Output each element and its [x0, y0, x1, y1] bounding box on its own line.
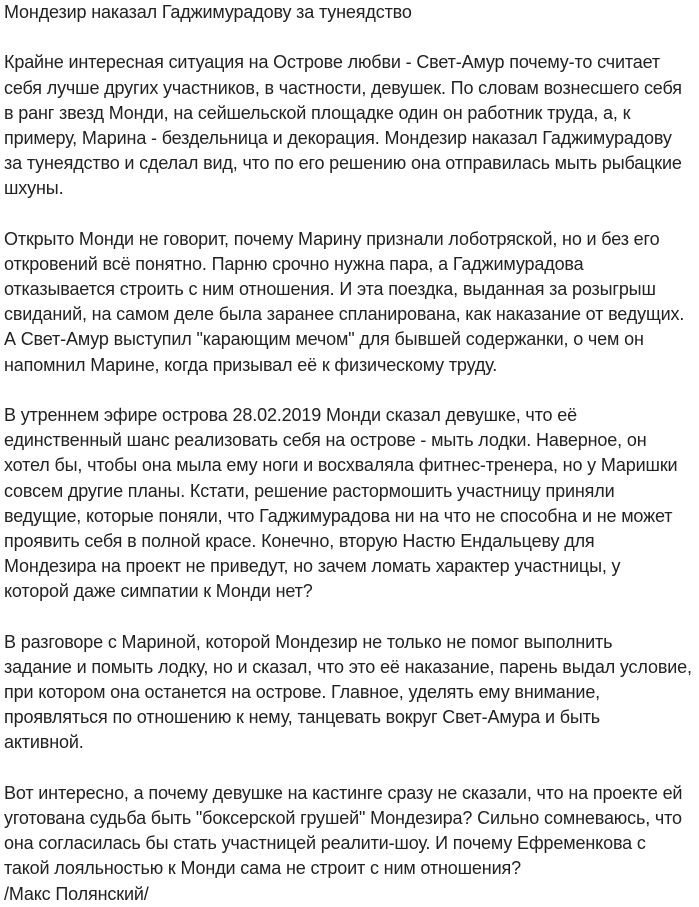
text-line: проявить себя в полной красе. Конечно, вторую Настю Ендальцеву для — [4, 530, 595, 551]
text-line: В утреннем эфире острова 28.02.2019 Монди сказал девушке, что её — [4, 405, 577, 425]
paragraph-4 — [4, 630, 699, 756]
text-line: Вот интересно, а почему девушке на кастинге сразу не сказали, что на проекте ей — [4, 782, 683, 803]
text-line: задание и помыть лодку, но и сказал, что это её наказание, парень выдал условие, — [4, 656, 692, 677]
text-line: ведущие, которые поняли, что Гаджимурадова ни на что не способна и не может — [4, 505, 673, 526]
text-line: которой даже симпатии к Монди нет? — [4, 581, 313, 602]
text-line: примеру, Марина - бездельница и декорация. Мондезир наказал Гаджимурадову — [4, 127, 672, 148]
text-line: за тунеядство и сделал вид, что по его решению она отправилась мыть рыбацкие — [4, 153, 682, 174]
spacer — [4, 756, 699, 781]
text-line: она согласилась бы стать участницей реалити-шоу. И почему Ефременкова с — [4, 833, 646, 854]
article — [4, 0, 699, 907]
text-line: активной. — [4, 732, 84, 753]
text-line: А Свет-Амур выступил "карающим мечом" для бывшей содержанки, о чем он — [4, 329, 644, 350]
text-line: свиданий, на самом деле была заранее спланирована, как наказание от ведущих. — [4, 304, 685, 325]
spacer — [4, 25, 699, 50]
text-line: себя лучше других участников, в частности, девушек. По словам вознесшего себя — [4, 77, 682, 98]
paragraph-3 — [4, 403, 699, 605]
spacer — [4, 202, 699, 227]
text-line: в ранг звезд Монди, на сейшельской площадке один он работник труда, а, к — [4, 102, 631, 123]
text-line: откровений всё понятно. Парню срочно нужна пара, а Гаджимурадова — [4, 253, 584, 274]
text-line: уготована судьба быть "боксерской грушей" Мондезира? Сильно сомневаюсь, что — [4, 808, 682, 828]
text-line: Крайне интересная ситуация на Острове любви - Свет-Амур почему-то считает — [4, 52, 660, 73]
author-signature: /Макс Полянский/ — [4, 883, 149, 904]
text-line: В разговоре с Мариной, которой Мондезир не только не помог выполнить — [4, 631, 613, 652]
spacer — [4, 378, 699, 403]
text-line: Открыто Монди не говорит, почему Марину признали лоботряской, но и без его — [4, 228, 660, 249]
text-line: совсем другие планы. Кстати, решение растормошить участницу приняли — [4, 480, 615, 501]
article-title: Мондезир наказал Гаджимурадову за тунеядство — [4, 2, 412, 22]
text-line: такой лояльностью к Монди сама не строит с ним отношения? — [4, 858, 521, 879]
spacer — [4, 605, 699, 630]
text-line: единственный шанс реализовать себя на острове - мыть лодки. Наверное, он — [4, 430, 647, 451]
text-line: хотел бы, чтобы она мыла ему ноги и восхваляла фитнес-тренера, но у Маришки — [4, 455, 678, 476]
paragraph-2 — [4, 227, 699, 378]
text-line: отказывается строить с ним отношения. И эта поездка, выданная за розыгрыш — [4, 279, 656, 300]
text-line: Мондезира на проект не приведут, но зачем ломать характер участницы, у — [4, 556, 621, 577]
paragraph-1 — [4, 50, 699, 201]
text-line: при котором она останется на острове. Главное, уделять ему внимание, — [4, 682, 601, 703]
text-line: напомнил Марине, когда призывал её к физическому труду. — [4, 354, 498, 375]
text-line: шхуны. — [4, 178, 64, 199]
text-line: проявляться по отношению к нему, танцевать вокруг Свет-Амура и быть — [4, 707, 601, 728]
paragraph-5 — [4, 781, 699, 907]
